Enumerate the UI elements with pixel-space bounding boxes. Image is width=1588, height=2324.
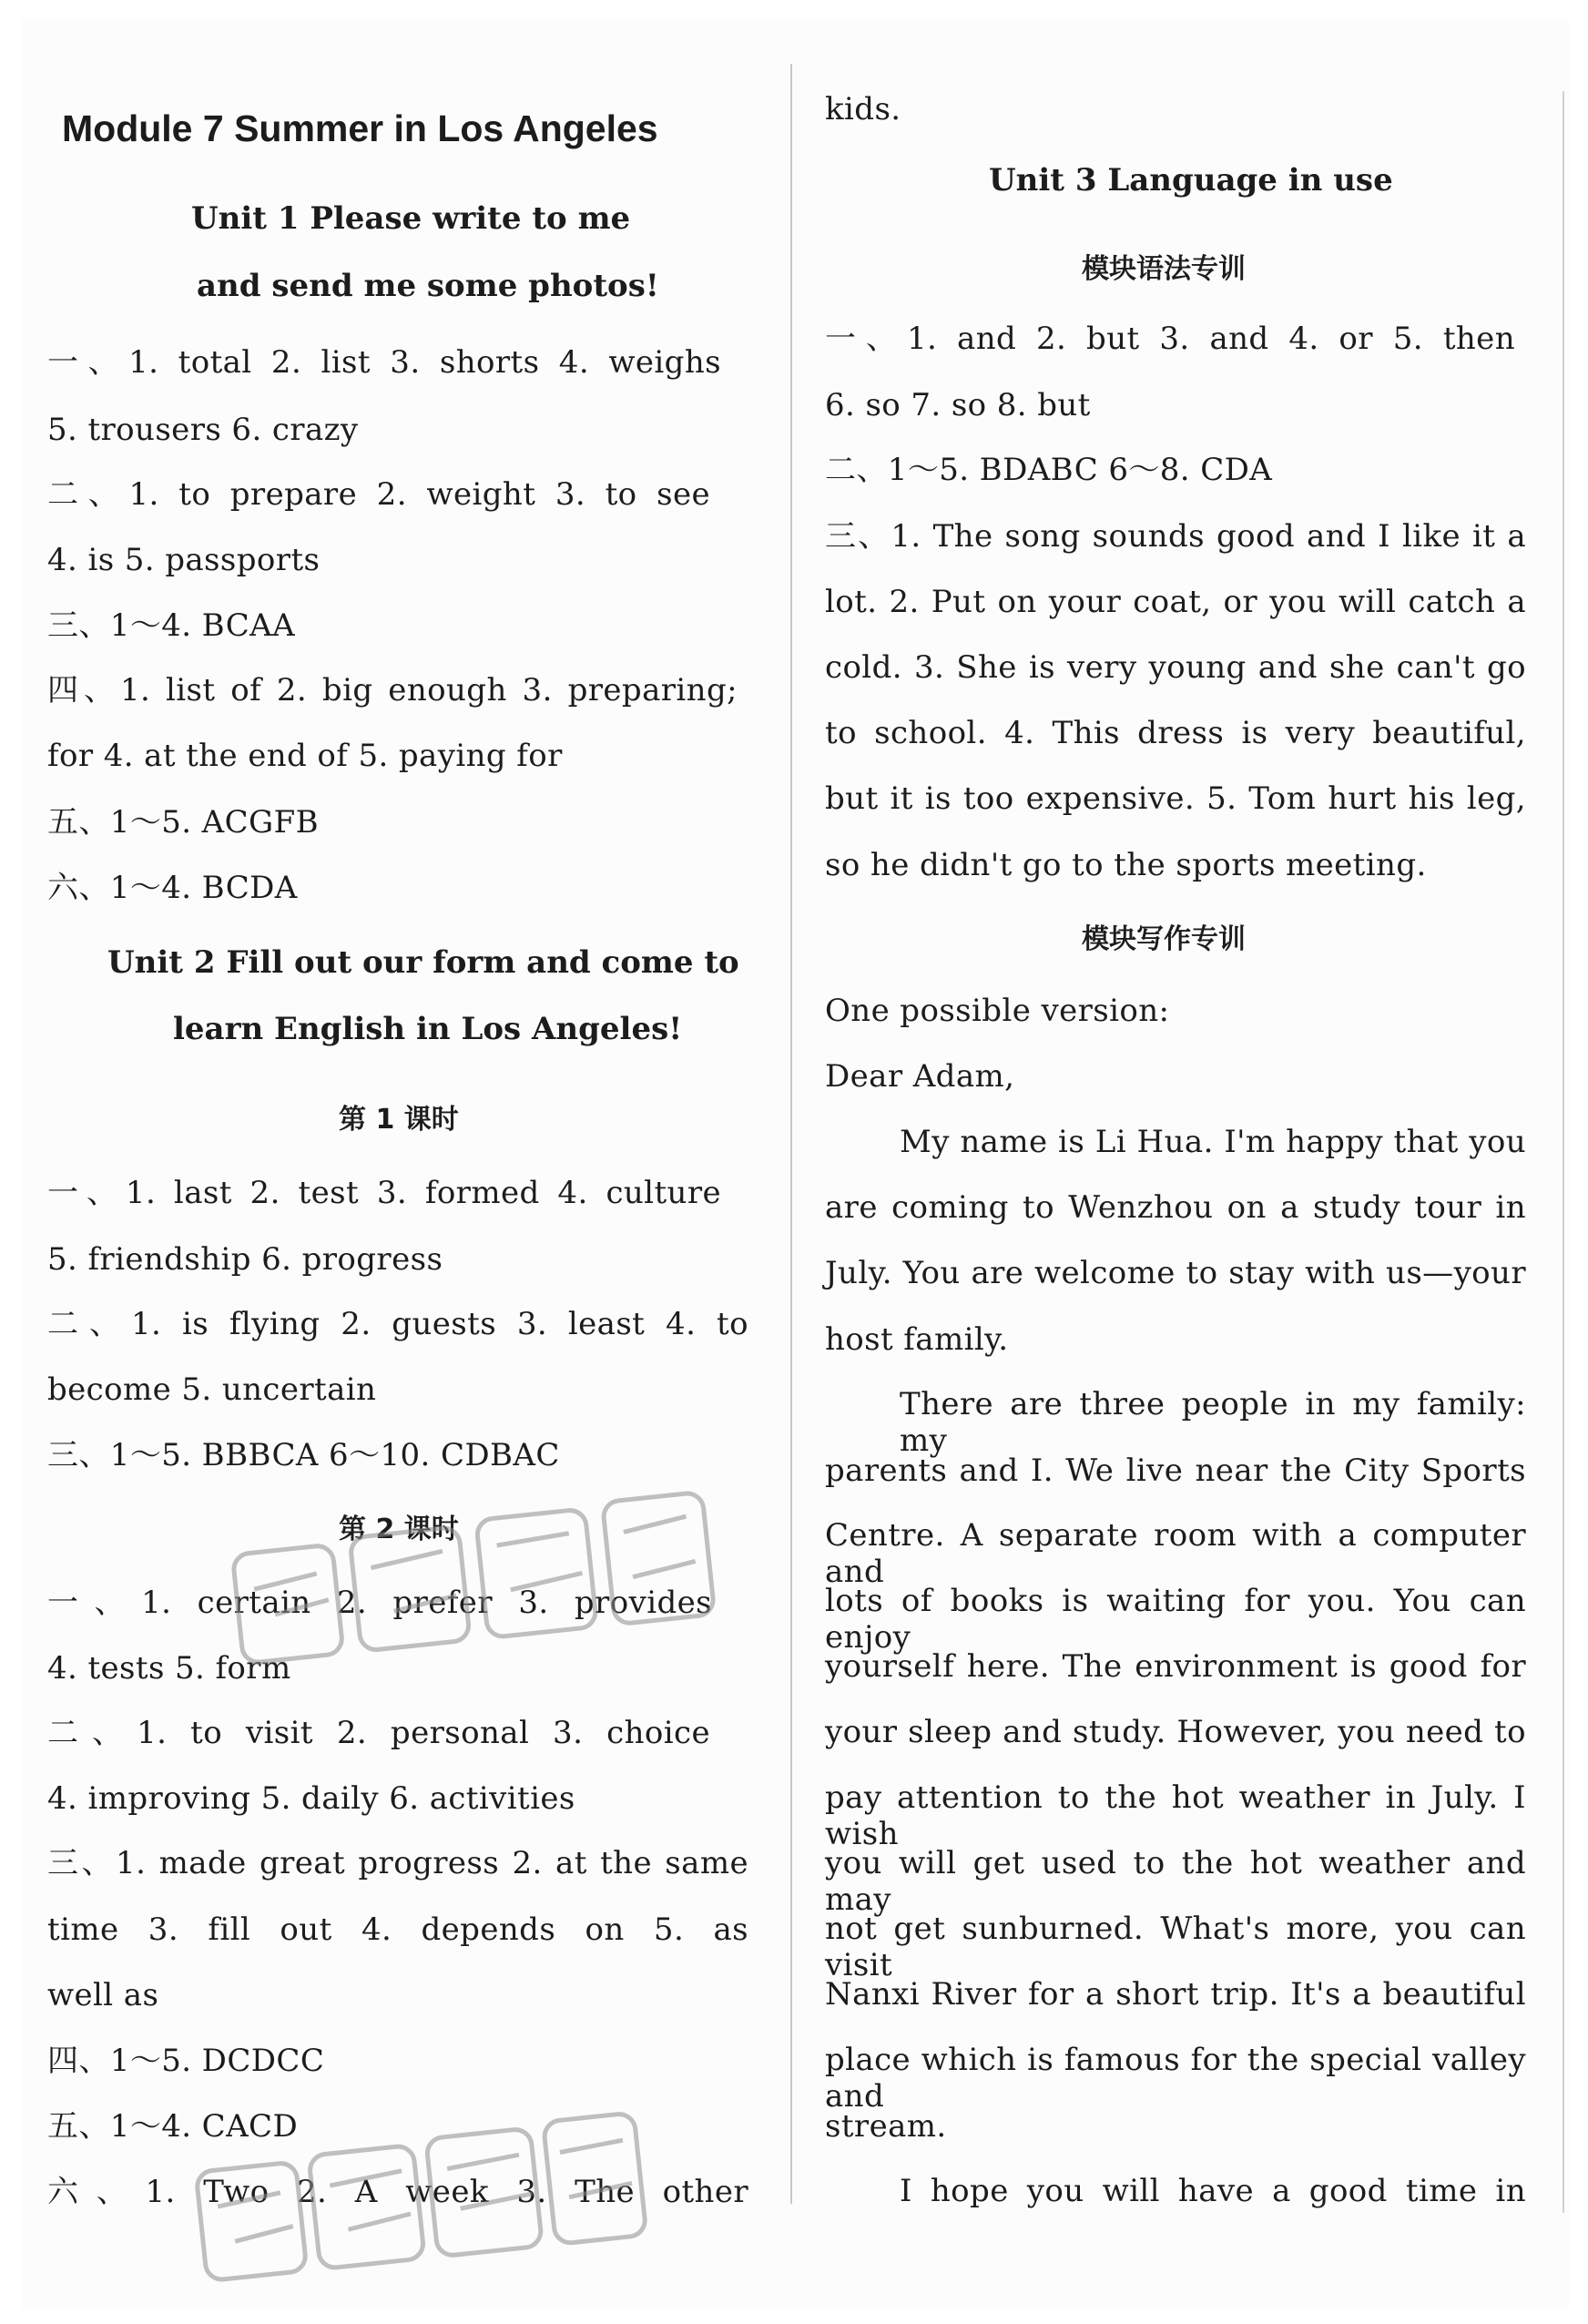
watermark-stamp-top: [219, 1493, 728, 1676]
unit1-title-line2: and send me some photos!: [197, 268, 659, 304]
text-line: parents and I. We live near the City Sports: [825, 1452, 1526, 1489]
watermark-stamp-bottom: [182, 2122, 656, 2286]
answer-line: 4. improving 5. daily 6. activities: [47, 1780, 575, 1817]
answer-line: 三、1～4. BCAA: [47, 607, 296, 644]
text-line: are coming to Wenzhou on a study tour in: [825, 1189, 1526, 1226]
answer-line: 4. tests 5. form: [47, 1650, 291, 1687]
answer-line: 一、1. certain 2. prefer 3. provides: [47, 1585, 712, 1621]
unit1-title-line1: Unit 1 Please write to me: [191, 200, 631, 237]
answer-line: 4. is 5. passports: [47, 542, 321, 578]
text-line: Nanxi River for a short trip. It's a beautiful: [825, 1976, 1526, 2013]
text-line: pay attention to the hot weather in July. I wish: [825, 1779, 1526, 1852]
text-line: place which is famous for the special valley and: [825, 2042, 1526, 2115]
text-line: One possible version:: [825, 993, 1170, 1029]
answer-line: to school. 4. This dress is very beautiful,: [825, 715, 1526, 751]
text-line: stream.: [825, 2108, 947, 2145]
answer-line: 二、1. is flying 2. guests 3. least 4. to: [47, 1306, 748, 1342]
text-line: lots of books is waiting for you. You can enjoy: [825, 1583, 1526, 1656]
column-divider: [790, 64, 792, 2204]
page-edge-line: [1563, 91, 1564, 2213]
answer-line: 二、1～5. BDABC 6～8. CDA: [825, 452, 1273, 488]
answer-line: 六、1～4. BCDA: [47, 870, 298, 906]
text-line: Centre. A separate room with a computer and: [825, 1517, 1526, 1590]
module-title: Module 7 Summer in Los Angeles: [62, 107, 658, 149]
answer-line: 三、1～5. BBBCA 6～10. CDBAC: [47, 1437, 560, 1473]
unit2-title-line1: Unit 2 Fill out our form and come to: [107, 944, 739, 981]
answer-line: 三、1. made great progress 2. at the same: [47, 1845, 748, 1881]
text-line: your sleep and study. However, you need to: [825, 1714, 1526, 1750]
answer-line: time 3. fill out 4. depends on 5. as: [47, 1911, 748, 1948]
answer-line: cold. 3. She is very young and she can't go: [825, 649, 1526, 686]
answer-line: 三、1. The song sounds good and I like it a: [825, 518, 1526, 555]
text-line: you will get used to the hot weather and may: [825, 1845, 1526, 1918]
text-line: There are three people in my family: my: [900, 1386, 1526, 1459]
continued-line: kids.: [825, 91, 901, 127]
unit3-title: Unit 3 Language in use: [989, 162, 1393, 199]
answer-line: 5. friendship 6. progress: [47, 1241, 443, 1278]
answer-line: so he didn't go to the sports meeting.: [825, 847, 1427, 883]
answer-line: 5. trousers 6. crazy: [47, 412, 359, 448]
text-line: My name is Li Hua. I'm happy that you: [900, 1124, 1526, 1160]
answer-line: 一、1. and 2. but 3. and 4. or 5. then: [825, 321, 1515, 357]
answer-line: 五、1～5. ACGFB: [47, 804, 319, 841]
answer-line: 四、1～5. DCDCC: [47, 2043, 325, 2079]
grammar-heading: 模块语法专训: [1082, 253, 1246, 285]
answer-line: lot. 2. Put on your coat, or you will catch a: [825, 584, 1526, 620]
answer-line: 6. so 7. so 8. but: [825, 387, 1091, 423]
answer-line: 一、1. last 2. test 3. formed 4. culture: [47, 1175, 721, 1211]
text-line: Dear Adam,: [825, 1058, 1015, 1095]
unit2-title-line2: learn English in Los Angeles!: [173, 1011, 683, 1047]
text-line: July. You are welcome to stay with us—your: [825, 1255, 1526, 1291]
answer-line: 二、1. to visit 2. personal 3. choice: [47, 1715, 710, 1751]
answer-line: become 5. uncertain: [47, 1371, 377, 1408]
lesson-2-heading: 第 2 课时: [339, 1514, 459, 1545]
text-line: host family.: [825, 1321, 1009, 1358]
answer-line: 五、1～4. CACD: [47, 2108, 299, 2145]
text-line: not get sunburned. What's more, you can visit: [825, 1911, 1526, 1983]
writing-heading: 模块写作专训: [1082, 923, 1246, 955]
answer-line: but it is too expensive. 5. Tom hurt his leg,: [825, 780, 1526, 817]
answer-line: 六、1. Two 2. A week 3. The other: [47, 2174, 748, 2210]
answer-line: 四、1. list of 2. big enough 3. preparing;: [47, 672, 738, 708]
answer-line: for 4. at the end of 5. paying for: [47, 738, 563, 774]
answer-line: 一、1. total 2. list 3. shorts 4. weighs: [47, 344, 721, 381]
answer-line: well as: [47, 1977, 159, 2013]
lesson-1-heading: 第 1 课时: [339, 1104, 459, 1136]
text-line: I hope you will have a good time in: [900, 2173, 1526, 2209]
text-line: yourself here. The environment is good for: [825, 1648, 1526, 1685]
answer-line: 二、1. to prepare 2. weight 3. to see: [47, 476, 710, 513]
